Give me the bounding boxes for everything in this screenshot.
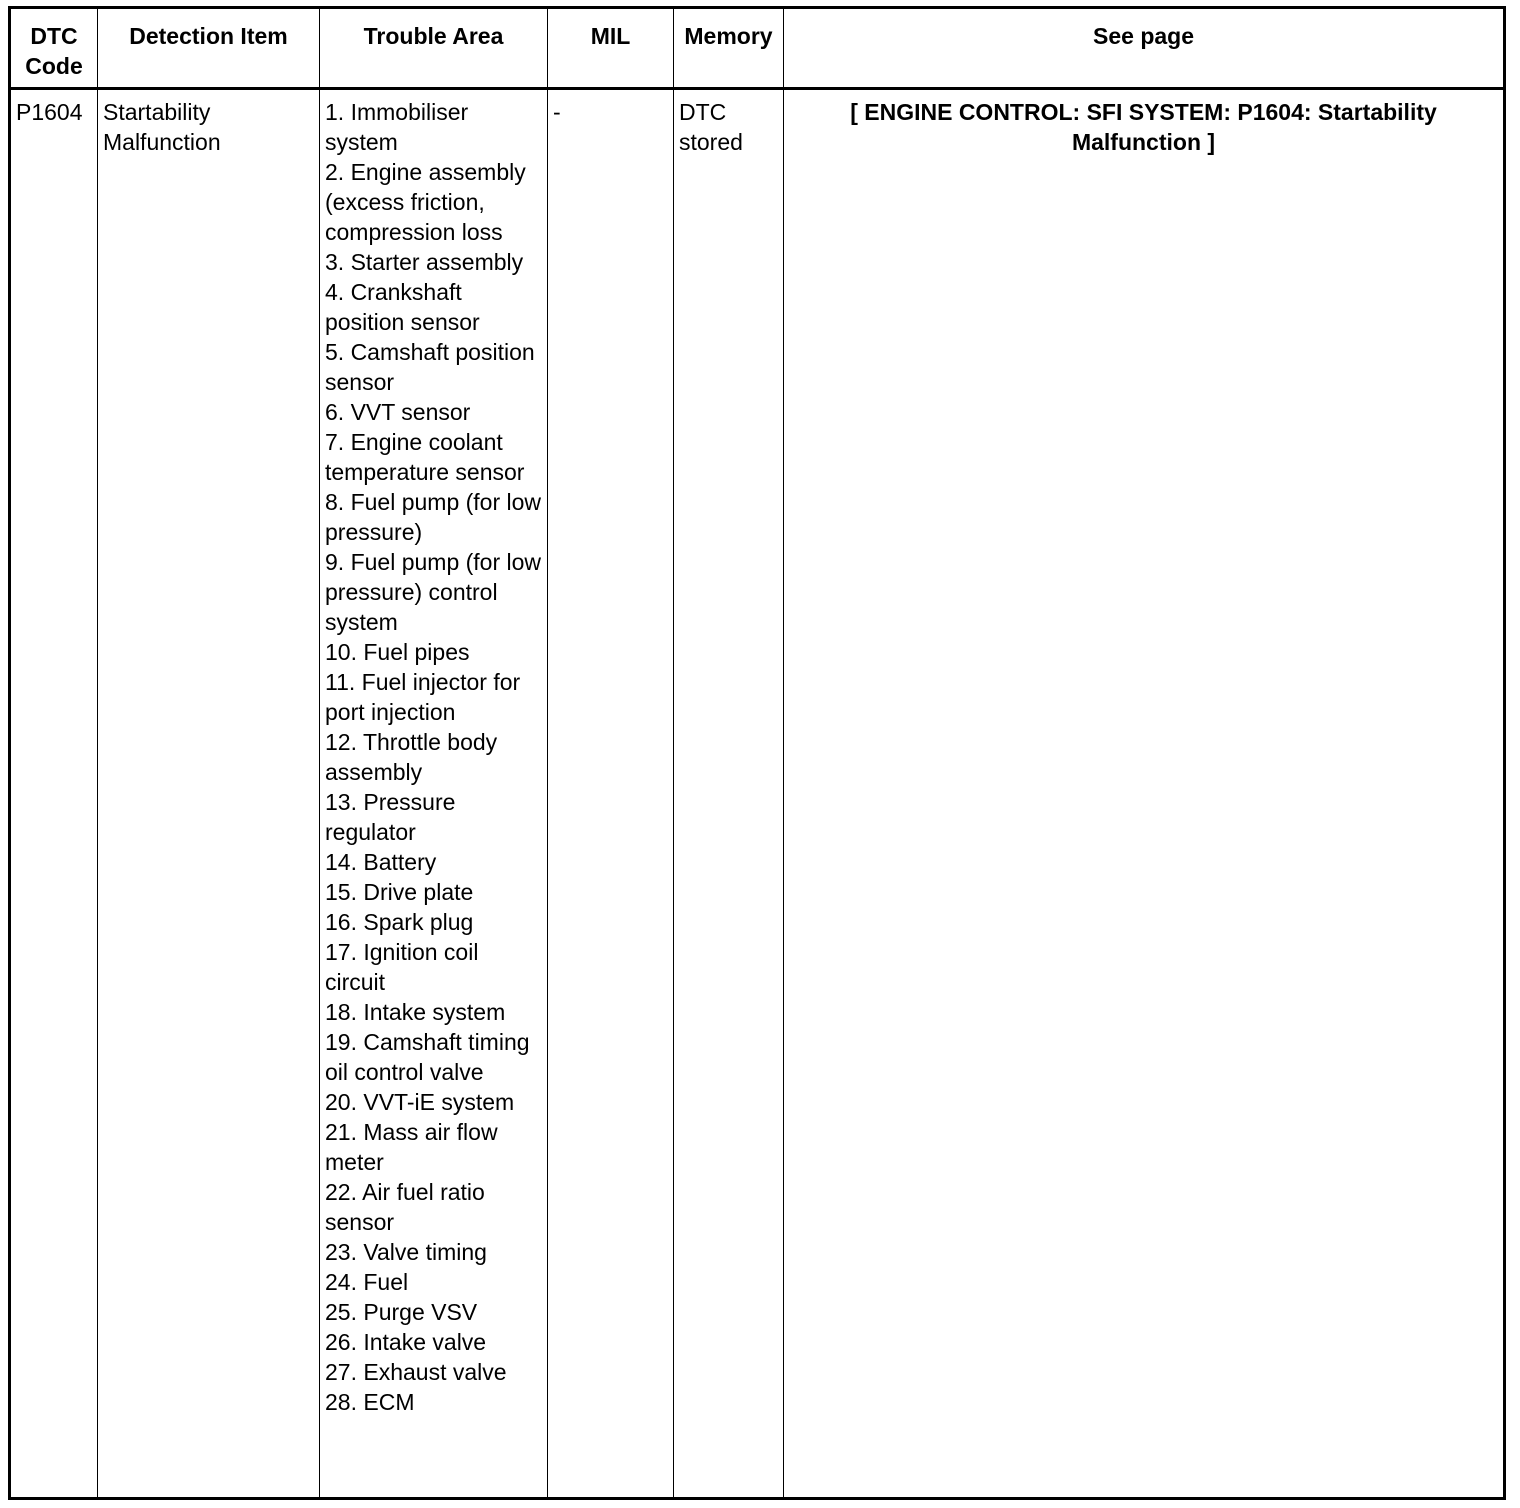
trouble-area-item: 5. Camshaft position sensor <box>325 339 535 395</box>
trouble-area-item: 2. Engine assembly (excess friction, compression loss <box>325 159 526 245</box>
dtc-table <box>8 6 1506 1500</box>
trouble-area-item: 12. Throttle body assembly <box>325 729 498 785</box>
trouble-area-item: 27. Exhaust valve <box>325 1359 507 1385</box>
trouble-area-list <box>325 97 542 1417</box>
trouble-area-item: 15. Drive plate <box>325 879 474 905</box>
trouble-area-item: 8. Fuel pump (for low pressure) <box>325 489 542 545</box>
cell-trouble-area <box>320 89 548 1499</box>
header-trouble-area: Trouble Area <box>320 8 548 89</box>
trouble-area-item: 25. Purge VSV <box>325 1299 478 1325</box>
header-mil: MIL <box>548 8 674 89</box>
trouble-area-item: 18. Intake system <box>325 999 506 1025</box>
header-dtc-code-line1: DTC <box>30 23 78 49</box>
trouble-area-item: 24. Fuel <box>325 1269 409 1295</box>
header-memory: Memory <box>674 8 784 89</box>
header-dtc-code-line2: Code <box>25 53 83 79</box>
trouble-area-item: 3. Starter assembly <box>325 249 524 275</box>
trouble-area-item: 13. Pressure regulator <box>325 789 456 845</box>
trouble-area-item: 7. Engine coolant temperature sensor <box>325 429 525 485</box>
trouble-area-item: 17. Ignition coil circuit <box>325 939 479 995</box>
trouble-area-item: 19. Camshaft timing oil control valve <box>325 1029 530 1085</box>
table-header-row <box>10 8 1505 89</box>
header-see-page: See page <box>784 8 1505 89</box>
trouble-area-item: 21. Mass air flow meter <box>325 1119 498 1175</box>
trouble-area-item: 4. Crankshaft position sensor <box>325 279 480 335</box>
cell-mil: - <box>548 89 674 1499</box>
trouble-area-item: 14. Battery <box>325 849 437 875</box>
header-dtc-code <box>10 8 98 89</box>
table-row <box>10 89 1505 1499</box>
cell-detection-item: Startability Malfunction <box>98 89 320 1499</box>
trouble-area-item: 20. VVT-iE system <box>325 1089 515 1115</box>
trouble-area-item: 11. Fuel injector for port injection <box>325 669 521 725</box>
header-detection-item: Detection Item <box>98 8 320 89</box>
see-page-link[interactable]: [ ENGINE CONTROL: SFI SYSTEM: P1604: Startability Malfunction ] <box>784 89 1505 1499</box>
trouble-area-item: 22. Air fuel ratio sensor <box>325 1179 485 1235</box>
trouble-area-item: 16. Spark plug <box>325 909 474 935</box>
trouble-area-item: 6. VVT sensor <box>325 399 471 425</box>
cell-dtc-code: P1604 <box>10 89 98 1499</box>
trouble-area-item: 10. Fuel pipes <box>325 639 470 665</box>
trouble-area-item: 28. ECM <box>325 1389 415 1415</box>
trouble-area-item: 23. Valve timing <box>325 1239 487 1265</box>
trouble-area-item: 26. Intake valve <box>325 1329 487 1355</box>
cell-memory: DTC stored <box>674 89 784 1499</box>
trouble-area-item: 1. Immobiliser system <box>325 99 469 155</box>
trouble-area-item: 9. Fuel pump (for low pressure) control system <box>325 549 542 635</box>
